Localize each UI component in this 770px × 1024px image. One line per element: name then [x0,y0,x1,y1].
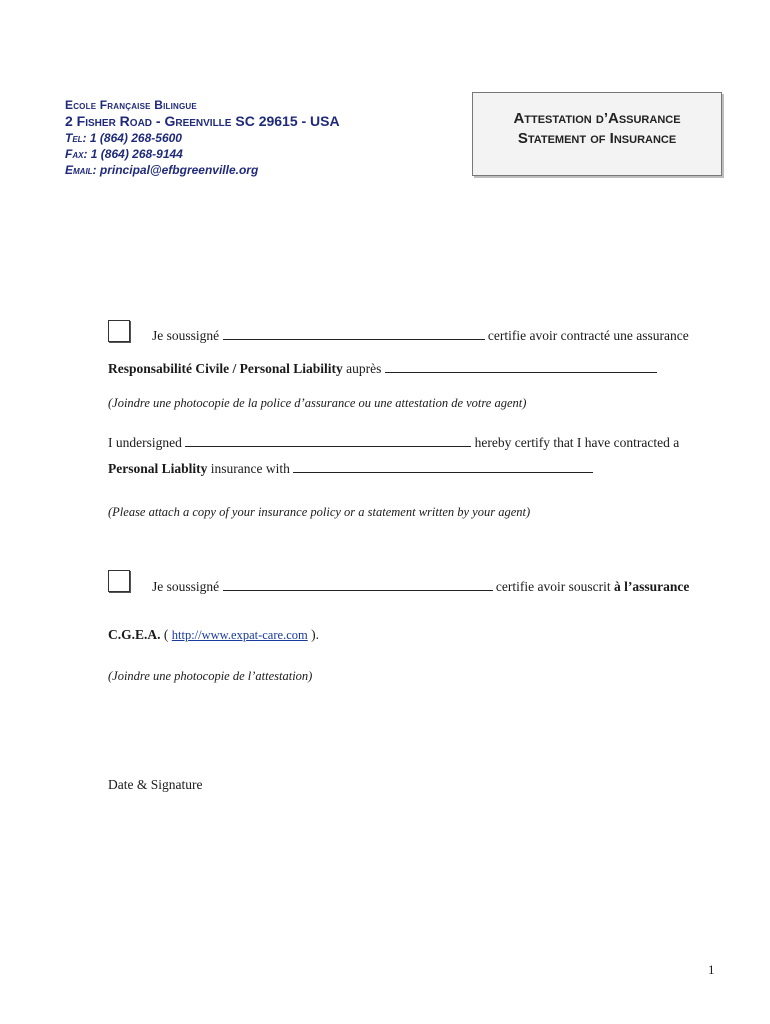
section1-line2 [108,360,657,378]
email-value: principal@efbgreenville.org [96,163,259,177]
note-french-attestation: (Joindre une photocopie de l’attestation) [108,669,313,683]
name-blank-fr-1[interactable] [223,327,485,340]
email-label: Email: [65,163,97,177]
fax-line [65,146,340,162]
name-blank-fr-2[interactable] [223,578,493,591]
liability-option-checkbox[interactable] [108,320,130,342]
fax-value: 1 (864) 268-9144 [87,147,183,161]
section1-line3-prefix: I undersigned [108,435,182,450]
date-signature-label: Date & Signature [108,777,203,792]
email-line [65,162,340,178]
document-title-box [472,92,722,176]
section1-line1 [152,327,689,345]
section1-line4 [108,460,593,478]
section2-line1-suffix: certifie avoir souscrit [495,579,614,594]
school-header [65,97,340,178]
section1-line1-prefix: Je soussigné [152,328,220,343]
section2-line1 [152,578,689,596]
cgea-option-checkbox[interactable] [108,570,130,592]
section1-line3 [108,434,679,452]
section1-line1-suffix: certifie avoir contracté une assurance [487,328,689,343]
insurer-blank-en[interactable] [293,460,593,473]
school-address: 2 Fisher Road - Greenville SC 29615 - USA [65,113,340,129]
page-number: 1 [708,962,715,977]
section2-line2 [108,626,319,644]
section2-line1-prefix: Je soussigné [152,579,220,594]
tel-label: Tel: [65,131,87,145]
assurance-label: à l’assurance [613,579,690,594]
title-english: Statement of Insurance [517,130,677,147]
liability-label: Responsabilité Civile / Personal Liability [108,361,343,376]
fax-label: Fax: [65,147,88,161]
name-blank-en[interactable] [185,434,471,447]
personal-liability-label: Personal Liablity [108,461,208,476]
note-english-policy: (Please attach a copy of your insurance policy or a statement written by your agent) [108,505,531,519]
section1-line3-suffix: hereby certify that I have contracted a [474,435,680,450]
insurer-blank-fr[interactable] [385,360,657,373]
title-french: Attestation d’Assurance [513,110,681,127]
note-french-policy: (Joindre une photocopie de la police d’assurance ou une attestation de votre agent) [108,396,527,410]
paren-open: ( [160,627,172,642]
cgea-label: C.G.E.A. [108,627,161,642]
paren-close: ). [307,627,319,642]
tel-value: 1 (864) 268-5600 [86,131,182,145]
section1-line4-suffix: insurance with [207,461,290,476]
tel-line [65,130,340,146]
school-name: Ecole Française Bilingue [65,98,197,112]
expat-care-link[interactable]: http://www.expat-care.com [171,628,308,642]
section1-line2-suffix: auprès [342,361,382,376]
